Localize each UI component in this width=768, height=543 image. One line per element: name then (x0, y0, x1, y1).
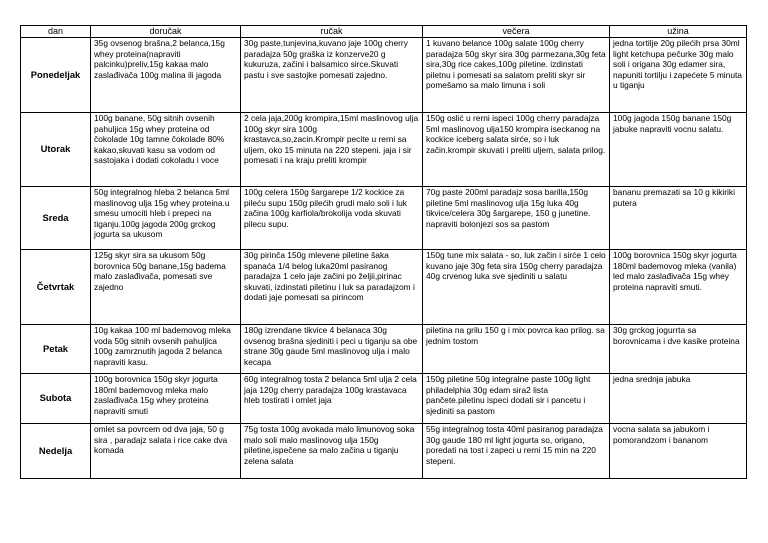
header-snack: užina (610, 26, 747, 38)
snack-cell: bananu premazati sa 10 g kikiriki putera (610, 187, 747, 250)
table-row (21, 424, 747, 479)
dinner-cell: 55g integralnog tosta 40ml pasiranog paradajza 30g gaude 180 ml light jogurta so, origano, poredati na tost i zapeci u rerni 15 min na 220 stepeni. (423, 424, 610, 479)
day-cell: Nedelja (21, 424, 91, 479)
breakfast-cell: 35g ovsenog brašna,2 belanca,15g whey proteina(napraviti palcinku)preliv,15g kakaa malo zaslađivača 100g malina ili jagoda (91, 38, 241, 113)
table-row (21, 250, 747, 325)
snack-cell: jedna tortilje 20g pilećih prsa 30ml light ketchupa pečurke 30g malo soli i origana 30g edamer sira, napuniti tortilju i zapećete 5 minuta u tiganju (610, 38, 747, 113)
lunch-cell: 180g izrendane tikvice 4 belanaca 30g ovsenog brašna sjediniti i peci u tiganju sa obe strane 30g gaude 5ml maslinovog ulja i malo kecapa (241, 325, 423, 374)
breakfast-cell: 10g kakaa 100 ml bademovog mleka voda 50g sitnih ovsenih pahuljica 100g zamrznutih jagoda 2 belanca napraviti kasu. (91, 325, 241, 374)
dinner-cell: piletina na grilu 150 g i mix povrca kao prilog. sa jednim tostom (423, 325, 610, 374)
table-row (21, 325, 747, 374)
snack-cell: jedna srednja jabuka (610, 374, 747, 424)
table-row (21, 113, 747, 187)
table-row (21, 374, 747, 424)
lunch-cell: 75g tosta 100g avokada malo limunovog soka malo soli malo maslinovog ulja 150g piletine,ispečene sa malo začina u tiganju zelena salata (241, 424, 423, 479)
meal-plan-table (20, 25, 747, 479)
table-row (21, 187, 747, 250)
snack-cell: 100g borovnica 150g skyr jogurta 180ml bademovog mleka (vanila) led malo zaslađivača 15g whey proteina napraviti smuti. (610, 250, 747, 325)
lunch-cell: 60g integralnog tosta 2 belanca 5ml ulja 2 cela jaja 120g cherry paradajza 100g krastavaca hleb tostirati i omlet jaja (241, 374, 423, 424)
breakfast-cell: omlet sa povrcem od dva jaja, 50 g sira , paradajz salata i rice cake dva komada (91, 424, 241, 479)
breakfast-cell: 100g banane, 50g sitnih ovsenih pahuljica 15g whey proteina od čokolade 10g tamne čokolade 80% kakao,skuvati kasu sa vodom od sastojaka i dodati cokoladu i voce (91, 113, 241, 187)
breakfast-cell: 100g borovnica 150g skyr jogurta 180ml bademovog mleka malo zaslađivača 15g whey proteina napraviti smuti (91, 374, 241, 424)
day-cell: Subota (21, 374, 91, 424)
dinner-cell: 150g tune mix salata - so, luk začin i sirće 1 celo kuvano jaje 30g feta sira 150g cherry paradajza 40g crvenog luka sve sjediniti u salatu (423, 250, 610, 325)
header-row (21, 26, 747, 38)
breakfast-cell: 125g skyr sira sa ukusom 50g borovnica 50g banane,15g badema malo zaslađivača, pomesati sve zajedno (91, 250, 241, 325)
day-cell: Sreda (21, 187, 91, 250)
day-cell: Četvrtak (21, 250, 91, 325)
lunch-cell: 100g celera 150g šargarepe 1/2 kockice za pileću supu 150g pilećih grudi malo soli i luk začina 100g karfiola/brokolija voda skuvati pilecu supu. (241, 187, 423, 250)
breakfast-cell: 50g integralnog hleba 2 belanca 5ml maslinovog ulja 15g whey proteina.u smesu umociti hleb i prepeci na tiganju.100g jagoda 200g grckog jogurta sa ukusom (91, 187, 241, 250)
dinner-cell: 1 kuvano belance 100g salate 100g cherry paradajza 50g skyr sira 30g parmezana,30g feta sira,30g rice cakes,100g piletine. izdinstati piletnu i pomesati sa salatom preliti skyr sir pomešamo sa malo limuna i soli (423, 38, 610, 113)
dinner-cell: 150g piletine 50g integralne paste 100g light philadelphia 30g edam sira2 lista pančete.piletinu ispeci dodati sir i pancetu i sjediniti sa pastom (423, 374, 610, 424)
day-cell: Utorak (21, 113, 91, 187)
lunch-cell: 30g pirinča 150g mlevene piletine šaka spanaća 1/4 belog luka20ml pasiranog paradajza 1 celo jaje začini po željii,pirinac skuvati, izdinstati piletinu i luk sa paradajzom i dodati jaje pomesati sa pirincom (241, 250, 423, 325)
day-cell: Ponedeljak (21, 38, 91, 113)
snack-cell: 100g jagoda 150g banane 150g jabuke napraviti vocnu salatu. (610, 113, 747, 187)
dinner-cell: 70g paste 200ml paradajz sosa barilla,150g piletine 5ml maslinovog ulja 15g luka 40g tikvice/celera 30g šargarepe, 150 g junetine. napraviti bolonjezi sos sa pastom (423, 187, 610, 250)
header-breakfast: doručak (91, 26, 241, 38)
snack-cell: 30g grckog jogurrta sa borovnicama i dve kasike proteina (610, 325, 747, 374)
dinner-cell: 150g oslić u rerni ispeci 100g cherry paradajza 5ml maslinovog ulja150 krompira iseckanog na kockice iceberg salata sirće, so i luk začin.krompir skuvati i preliti uljem, salata prilog. (423, 113, 610, 187)
header-day: dan (21, 26, 91, 38)
snack-cell: vocna salata sa jabukom i pomorandzom i bananom (610, 424, 747, 479)
header-lunch: ručak (241, 26, 423, 38)
table-row (21, 38, 747, 113)
day-cell: Petak (21, 325, 91, 374)
lunch-cell: 2 cela jaja,200g krompira,15ml maslinovog ulja 100g skyr sira 100g krastavca,so,zacin.Krompir pecite u rerni sa uljem, oko 15 minuta na 220 stepeni. jaja i sir pomesati i na kraju preliti krompir (241, 113, 423, 187)
header-dinner: večera (423, 26, 610, 38)
lunch-cell: 30g paste,tunjevina,kuvano jaje 100g cherry paradajza 50g graška iz konzerve20 g kukuruza, začini i balsamico sirce.Skuvati pastu i sve sastojke pomesati zajedno. (241, 38, 423, 113)
